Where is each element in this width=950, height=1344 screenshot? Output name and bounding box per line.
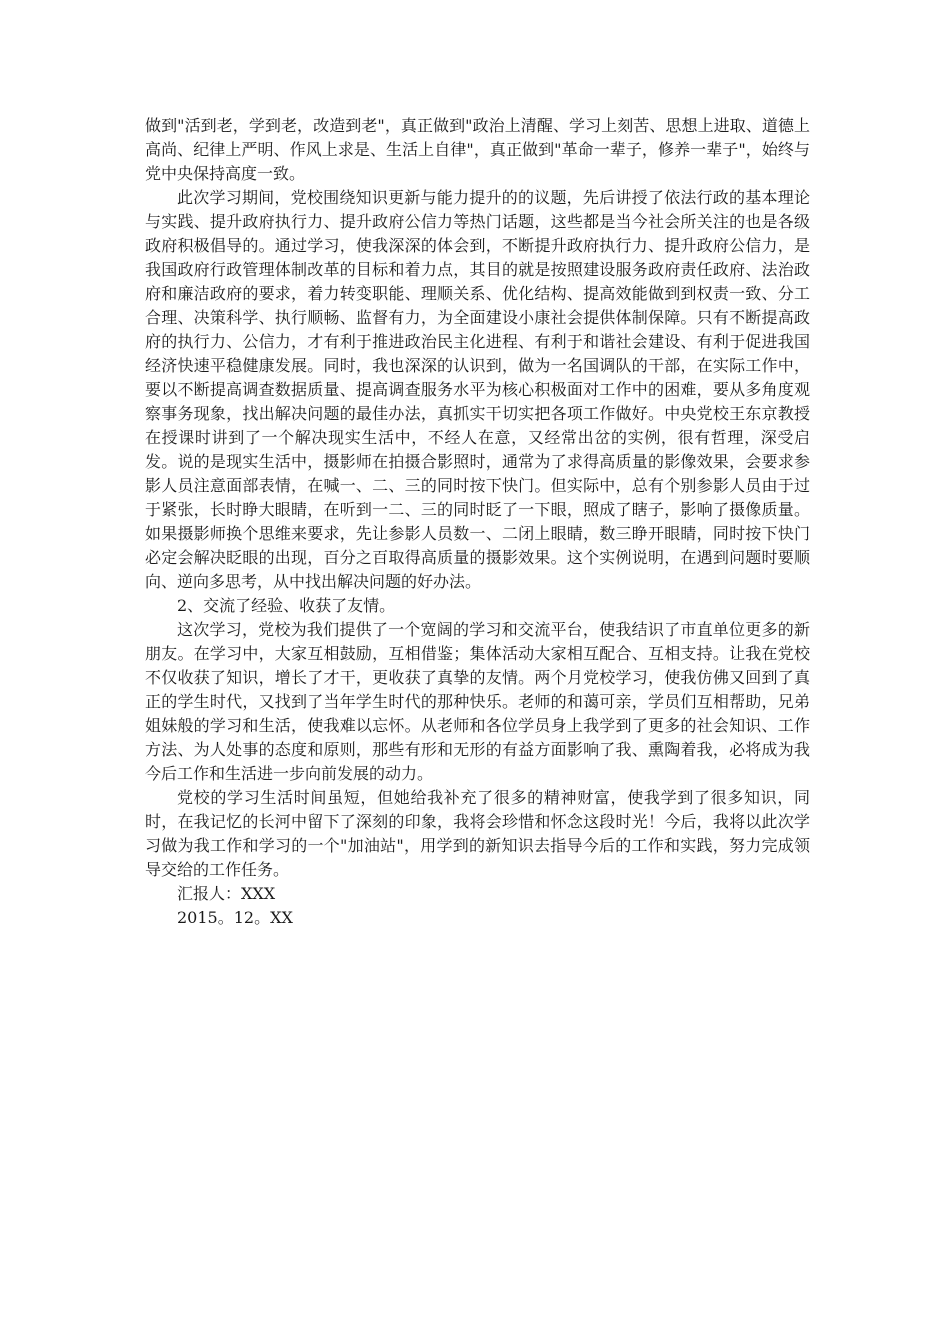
- paragraph-friendship: 这次学习，党校为我们提供了一个宽阔的学习和交流平台，使我结识了市直单位更多的新朋友。在学习中，大家互相鼓励，互相借鉴；集体活动大家相互配合、互相支持。让我在党校不仅收获了知识，增长了才干，更收获了真挚的友情。两个月党校学习，使我仿佛又回到了真正的学生时代，又找到了当年学生时代的那种快乐。老师的和蔼可亲，学员们互相帮助，兄弟姐妹般的学习和生活，使我难以忘怀。从老师和各位学员身上我学到了更多的社会知识、工作方法、为人处事的态度和原则，那些有形和无形的有益方面影响了我、熏陶着我，必将成为我今后工作和生活进一步向前发展的动力。: [145, 620, 810, 783]
- document-body: [145, 114, 810, 930]
- signature-line: 汇报人：XXX: [177, 884, 276, 903]
- paragraph-study-content: 此次学习期间，党校围绕知识更新与能力提升的的议题，先后讲授了依法行政的基本理论与实践、提升政府执行力、提升政府公信力等热门话题，这些都是当今社会所关注的也是各级政府积极倡导的。通过学习，使我深深的体会到，不断提升政府执行力、提升政府公信力，是我国政府行政管理体制改革的目标和着力点，其目的就是按照建设服务政府责任政府、法治政府和廉洁政府的要求，着力转变职能、理顺关系、优化结构、提高效能做到到权责一致、分工合理、决策科学、执行顺畅、监督有力，为全面建设小康社会提供体制保障。只有不断提高政府的执行力、公信力，才有利于推进政治民主化进程、有利于和谐社会建设、有利于促进我国经济快速平稳健康发展。同时，我也深深的认识到，做为一名国调队的干部，在实际工作中，要以不断提高调查数据质量、提高调查服务水平为核心积极面对工作中的困难，要从多角度观察事务现象，找出解决问题的最佳办法，真抓实干切实把各项工作做好。中央党校王东京教授在授课时讲到了一个解决现实生活中，不经人在意，又经常出岔的实例，很有哲理，深受启发。说的是现实生活中，摄影师在拍摄合影照时，通常为了求得高质量的影像效果，会要求参影人员注意面部表情，在喊一、二、三的同时按下快门。但实际中，总有个别参影人员由于过于紧张，长时睁大眼睛，在听到一二、三的同时眨了一下眼，照成了瞎子，影响了摄像质量。如果摄影师换个思维来要求，先让参影人员数一、二闭上眼睛，数三睁开眼睛，同时按下快门必定会解决眨眼的出现，百分之百取得高质量的摄影效果。这个实例说明，在遇到问题时要顺向、逆向多思考，从中找出解决问题的好办法。: [145, 188, 810, 591]
- section-heading-exchange: 2、交流了经验、收获了友情。: [177, 596, 396, 615]
- paragraph-continuation: 做到"活到老，学到老，改造到老"，真正做到"政治上清醒、学习上刻苦、思想上进取、道德上高尚、纪律上严明、作风上求是、生活上自律"，真正做到"革命一辈子，修养一辈子"，始终与党中央保持高度一致。: [145, 116, 810, 183]
- paragraph-conclusion: 党校的学习生活时间虽短，但她给我补充了很多的精神财富，使我学到了很多知识，同时，在我记忆的长河中留下了深刻的印象，我将会珍惜和怀念这段时光！今后，我将以此次学习做为我工作和学习的一个"加油站"，用学到的新知识去指导今后的工作和实践，努力完成领导交给的工作任务。: [145, 788, 810, 879]
- date-line: 2015。12。XX: [177, 908, 293, 927]
